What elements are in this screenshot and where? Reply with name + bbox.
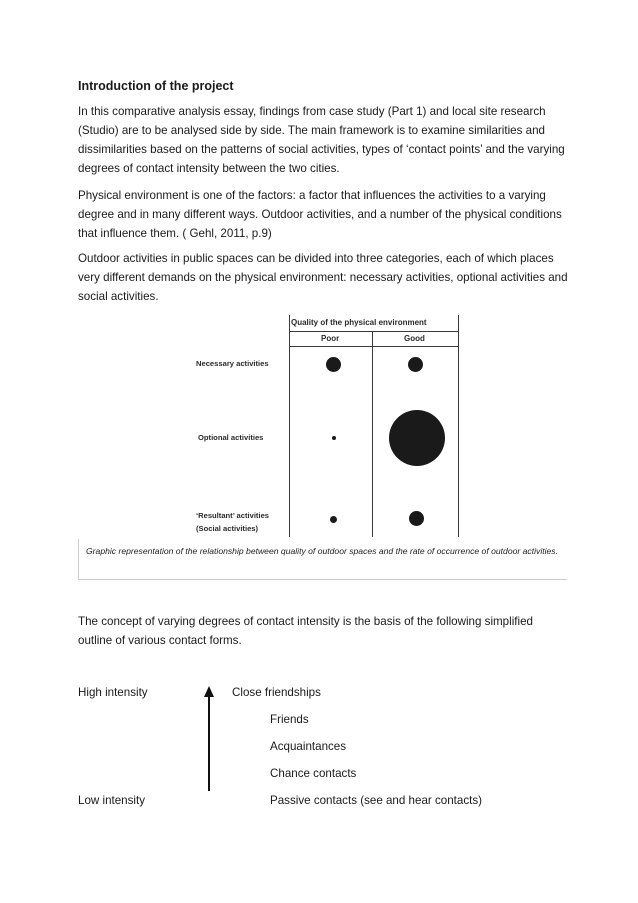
figure-left-border [289,315,290,537]
section-heading: Introduction of the project [78,79,234,93]
row-label-resultant: ‘Resultant’ activities [196,511,270,520]
paragraph-outdoor-activities: Outdoor activities in public spaces can be divided into three categories, each of which places very different demands on the physical environment: necessary activities, optional activities and social activities. [78,252,568,303]
contact-level-friends: Friends [270,713,309,726]
figure-header-line [289,331,459,332]
high-intensity-label: High intensity [78,686,148,699]
row-label-necessary: Necessary activities [196,359,269,368]
row-label-optional: Optional activities [198,433,264,442]
row-label-social: (Social activities) [196,524,259,533]
low-intensity-label: Low intensity [78,794,146,807]
figure-column-header: Quality of the physical environment [291,318,427,327]
dot-social-good [409,511,424,526]
figure-header-bottom-line [289,346,459,347]
dot-necessary-poor [326,357,341,372]
paragraph-physical-environment: Physical environment is one of the factors: a factor that influences the activities to a varying degree and in many different ways. Outdoor activities, and a number of the physical conditions that influence them. ( Gehl, 2011, p.9) [78,189,562,240]
dot-optional-good [389,410,445,466]
activities-quality-figure [190,315,462,542]
dot-necessary-good [408,357,423,372]
contact-level-acquaintances: Acquaintances [270,740,347,753]
intensity-arrow-shaft [208,696,210,791]
dot-optional-poor [332,436,336,440]
figure-column-poor: Poor [321,334,340,343]
figure-column-good: Good [404,334,425,343]
contact-level-chance-contacts: Chance contacts [270,767,357,780]
contact-level-passive-contacts: Passive contacts (see and hear contacts) [270,794,483,807]
paragraph-contact-intensity: The concept of varying degrees of contact intensity is the basis of the following simplified outline of various contact forms. [78,615,533,647]
figure-right-border [458,315,459,537]
figure-caption: Graphic representation of the relationship between quality of outdoor spaces and the rate of occurrence of outdoor activities. [86,546,558,556]
contact-level-close-friendships: Close friendships [232,686,321,699]
paragraph-intro: In this comparative analysis essay, findings from case study (Part 1) and local site research (Studio) are to be analysed side by side. The main framework is to examine similarities and dissimilarities based on the patterns of social activities, types of ‘contact points’ and the varying degrees of contact intensity between the two cities. [78,105,565,175]
figure-middle-divider [372,331,373,537]
dot-social-poor [330,516,337,523]
